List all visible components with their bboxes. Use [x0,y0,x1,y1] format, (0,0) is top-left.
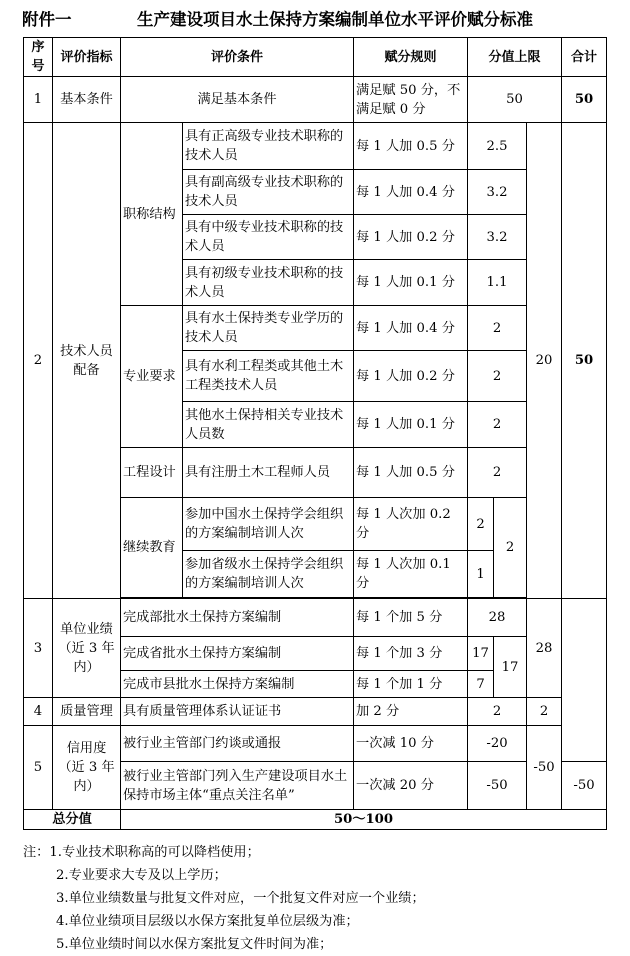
table-row [24,698,607,726]
row-condition: 具有质量管理体系认证证书 [121,698,354,726]
note-item [23,841,623,864]
row-rule: 每 1 人加 0.1 分 [354,260,468,306]
header-limit: 分值上限 [468,38,562,77]
row-condition: 具有注册土木工程师人员 [183,448,354,498]
row-total: 50 [562,77,607,123]
row-score: 17 [468,637,494,671]
row-indicator: 质量管理 [53,698,121,726]
row-score: 1.1 [468,260,527,306]
row-score: 2 [468,698,527,726]
row-rule: 每 1 人加 0.2 分 [354,215,468,260]
row-condition: 被行业主管部门约谈或通报 [121,726,354,762]
sum-row [24,810,607,830]
row-score: 2 [468,448,527,498]
sum-value: 50～100 [121,810,607,830]
row-condition: 完成市县批水土保持方案编制 [121,671,354,698]
group-limit: -50 [527,726,562,810]
note-text: 1.专业技术职称高的可以降档使用； [49,845,260,860]
sum-label: 总分值 [24,810,121,830]
row-indicator: 信用度（近 3 年内） [53,726,121,810]
row-condition: 其他水土保持相关专业技术人员数 [183,402,354,448]
row-rule: 每 1 人加 0.2 分 [354,351,468,402]
table-row [24,77,607,123]
row-condition: 具有中级专业技术职称的技术人员 [183,215,354,260]
row-score: 2 [468,351,527,402]
row-score: 1 [468,551,494,598]
row-rule: 每 1 人加 0.4 分 [354,306,468,351]
group-label: 职称结构 [121,123,183,306]
row-score: 3.2 [468,170,527,215]
header-indicator: 评价指标 [53,38,121,77]
table-row [24,123,607,170]
group-label: 继续教育 [121,498,183,598]
row-limit: 2 [527,698,562,726]
group-label: 工程设计 [121,448,183,498]
note-item: 3.单位业绩数量与批复文件对应，一个批复文件对应一个业绩； [56,891,425,906]
row-rule: 每 1 个加 3 分 [354,637,468,671]
row-no: 2 [24,123,53,599]
group-limit: 20 [527,123,562,599]
header-rule: 赋分规则 [354,38,468,77]
row-no: 3 [24,599,53,698]
notes-prefix: 注： [23,845,50,860]
row-score: -20 [468,726,527,762]
header-total: 合计 [562,38,607,77]
row-condition: 满足基本条件 [121,77,354,123]
notes [23,841,623,956]
row-rule: 一次减 10 分 [354,726,468,762]
group-total: 50 [562,123,607,599]
row-score: 7 [468,671,494,698]
row-rule: 每 1 人次加 0.1 分 [354,551,468,598]
note-item: 5.单位业绩时间以水保方案批复文件时间为准； [56,937,333,952]
header-no: 序号 [24,38,53,77]
group-limit: 28 [527,599,562,698]
row-rule: 每 1 人次加 0.2 分 [354,498,468,551]
row-no: 5 [24,726,53,810]
row-condition: 具有副高级专业技术职称的技术人员 [183,170,354,215]
header-condition: 评价条件 [121,38,354,77]
row-score: 2.5 [468,123,527,170]
row-condition: 参加中国水土保持学会组织的方案编制培训人次 [183,498,354,551]
row-condition: 具有水利工程类或其他土木工程类技术人员 [183,351,354,402]
row-condition: 完成省批水土保持方案编制 [121,637,354,671]
blank-total-cell [562,599,607,762]
appendix-label: 附件一 [22,10,72,29]
row-limit: 50 [468,77,562,123]
row-rule: 每 1 人加 0.5 分 [354,448,468,498]
row-condition: 被行业主管部门列入生产建设项目水土保持市场主体“重点关注名单” [121,762,354,810]
row-condition: 具有水土保持类专业学历的技术人员 [183,306,354,351]
row-score: 2 [468,402,527,448]
row-indicator: 技术人员配备 [53,123,121,599]
group-sum: 17 [494,637,527,698]
row-rule: 每 1 人加 0.4 分 [354,170,468,215]
row-score: 28 [468,599,527,637]
title-text: 生产建设项目水土保持方案编制单位水平评价赋分标准 [137,10,533,29]
row-rule: 加 2 分 [354,698,468,726]
row-condition: 完成部批水土保持方案编制 [121,599,354,637]
row-no: 4 [24,698,53,726]
row-condition: 具有正高级专业技术职称的技术人员 [183,123,354,170]
row-score: 3.2 [468,215,527,260]
note-item: 2.专业要求大专及以上学历； [56,868,227,883]
group-sum: 2 [494,498,527,598]
row-score: -50 [468,762,527,810]
row-indicator: 基本条件 [53,77,121,123]
row-no: 1 [24,77,53,123]
header-row [24,38,607,77]
row-rule: 每 1 人加 0.1 分 [354,402,468,448]
row-rule: 每 1 个加 5 分 [354,599,468,637]
row-rule: 一次减 20 分 [354,762,468,810]
row-score: 2 [468,306,527,351]
group-total: -50 [562,762,607,810]
row-rule: 每 1 人加 0.5 分 [354,123,468,170]
row-rule: 满足赋 50 分，不满足赋 0 分 [354,77,468,123]
row-condition: 参加省级水土保持学会组织的方案编制培训人次 [183,551,354,598]
table-row [24,599,607,637]
row-score: 2 [468,498,494,551]
row-condition: 具有初级专业技术职称的技术人员 [183,260,354,306]
note-item: 4.单位业绩项目层级以水保方案批复单位层级为准； [56,914,359,929]
group-label: 专业要求 [121,306,183,448]
row-indicator: 单位业绩（近 3 年内） [53,599,121,698]
table-row [24,726,607,762]
row-rule: 每 1 个加 1 分 [354,671,468,698]
scoring-table [23,37,607,830]
document-title [22,6,622,34]
